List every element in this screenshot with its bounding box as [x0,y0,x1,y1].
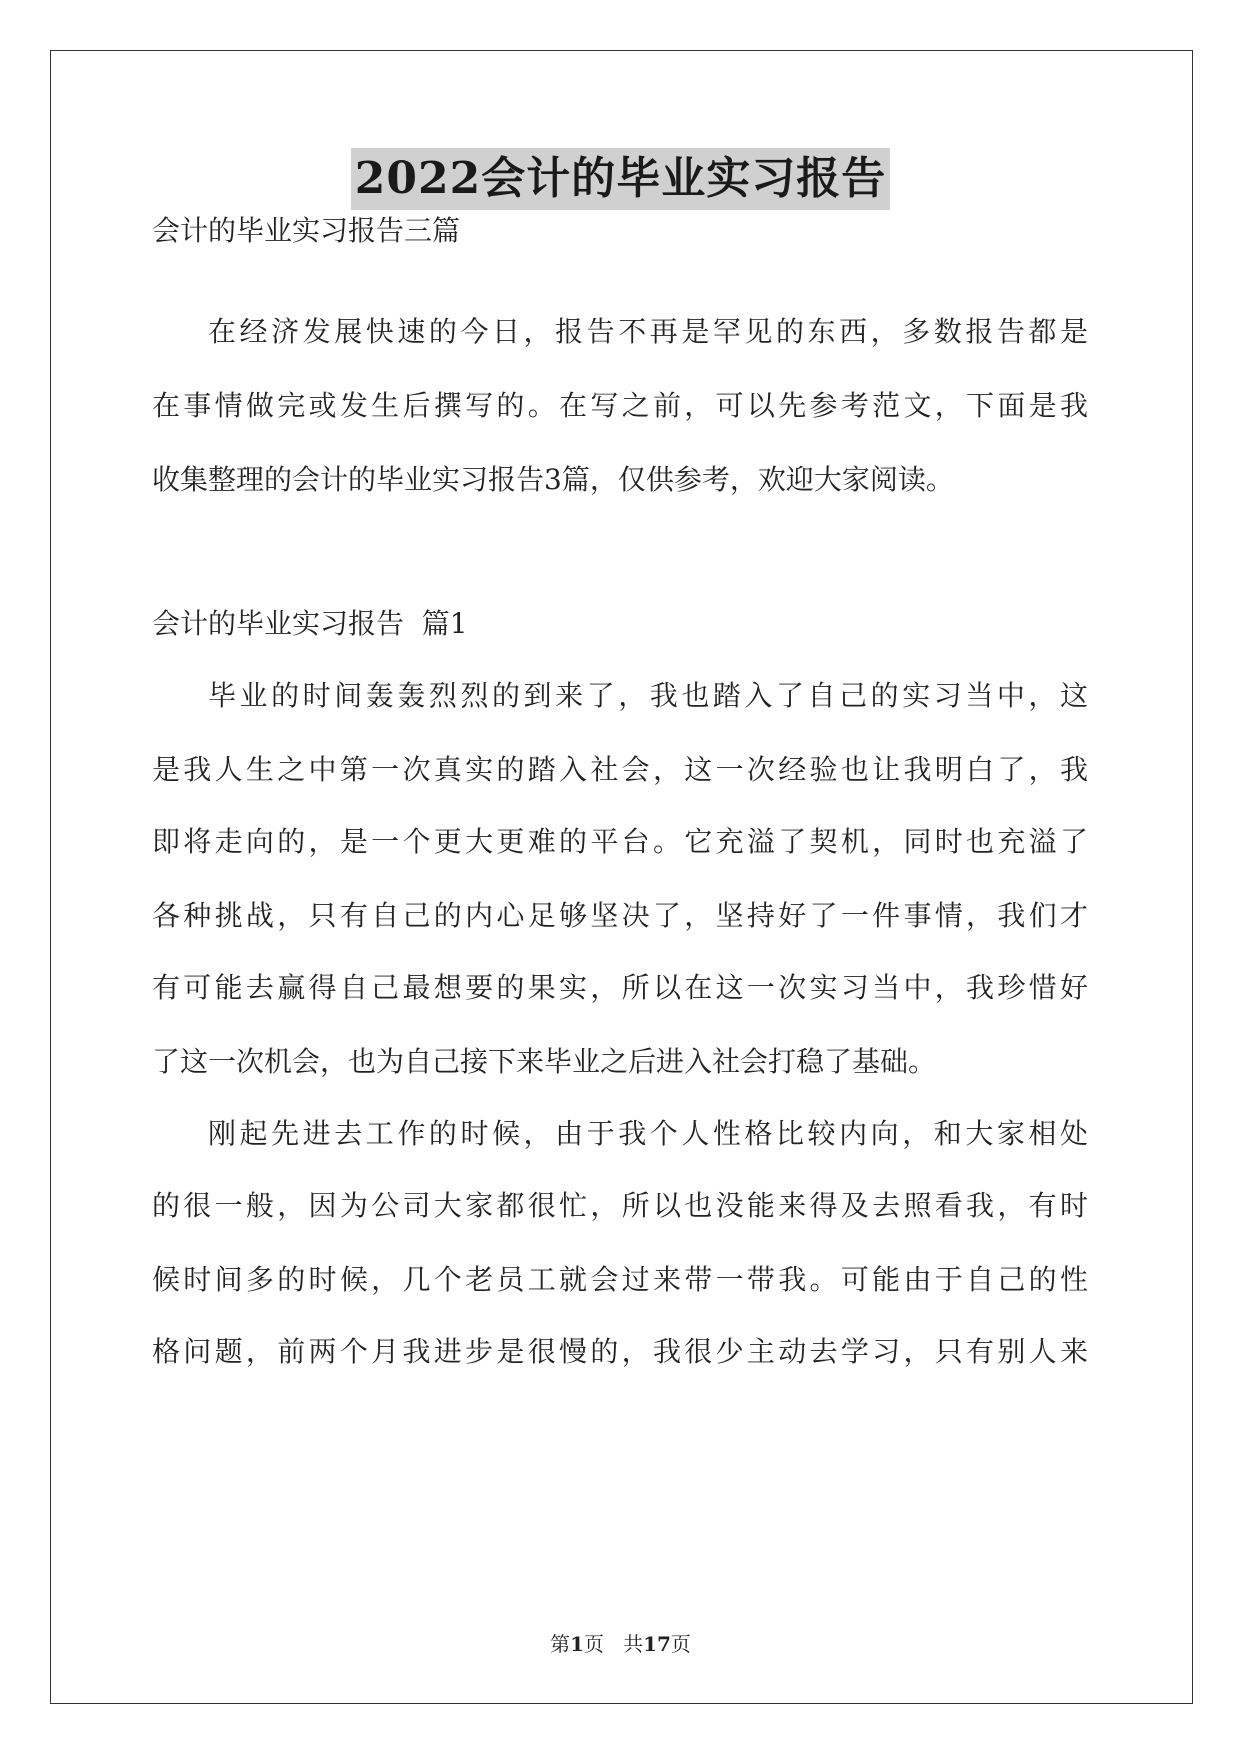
paragraph1-line-2: 是我人生之中第一次真实的踏入社会，这一次经验也让我明白了，我 [152,753,1088,786]
total-prefix: 共 [623,1632,644,1656]
page-footer [0,1630,1241,1658]
page-number: 1 [570,1632,584,1656]
paragraph2-line-3: 候时间多的时候，几个老员工就会过来带一带我。可能由于自己的性 [152,1263,1088,1296]
section-heading: 会计的毕业实习报告 篇1 [152,607,468,640]
paragraph1-line-1: 毕业的时间轰轰烈烈的到来了，我也踏入了自己的实习当中，这 [208,679,1088,712]
paragraph2-line-1: 刚起先进去工作的时候，由于我个人性格比较内向，和大家相处 [208,1117,1088,1150]
page-border [50,50,1193,1704]
total-pages: 17 [643,1632,671,1656]
document-title-text: 2022会计的毕业实习报告 [351,148,890,210]
intro-line-2: 在事情做完或发生后撰写的。在写之前，可以先参考范文，下面是我 [152,389,1088,422]
paragraph2-line-4: 格问题，前两个月我进步是很慢的，我很少主动去学习，只有别人来 [152,1335,1088,1368]
intro-line-3: 收集整理的会计的毕业实习报告3篇，仅供参考，欢迎大家阅读。 [152,463,954,496]
paragraph1-line-3: 即将走向的，是一个更大更难的平台。它充溢了契机，同时也充溢了 [152,825,1088,858]
page-suffix: 页 [584,1632,604,1656]
paragraph1-line-5: 有可能去赢得自己最想要的果实，所以在这一次实习当中，我珍惜好 [152,971,1088,1004]
document-title [0,148,1241,220]
document-subtitle: 会计的毕业实习报告三篇 [152,214,461,247]
paragraph1-line-6: 了这一次机会，也为自己接下来毕业之后进入社会打稳了基础。 [152,1045,937,1078]
paragraph2-line-2: 的很一般，因为公司大家都很忙，所以也没能来得及去照看我，有时 [152,1189,1088,1222]
page-prefix: 第 [550,1632,571,1656]
total-suffix: 页 [670,1632,691,1656]
paragraph1-line-4: 各种挑战，只有自己的内心足够坚决了，坚持好了一件事情，我们才 [152,899,1088,932]
intro-line-1: 在经济发展快速的今日，报告不再是罕见的东西，多数报告都是 [208,315,1088,348]
